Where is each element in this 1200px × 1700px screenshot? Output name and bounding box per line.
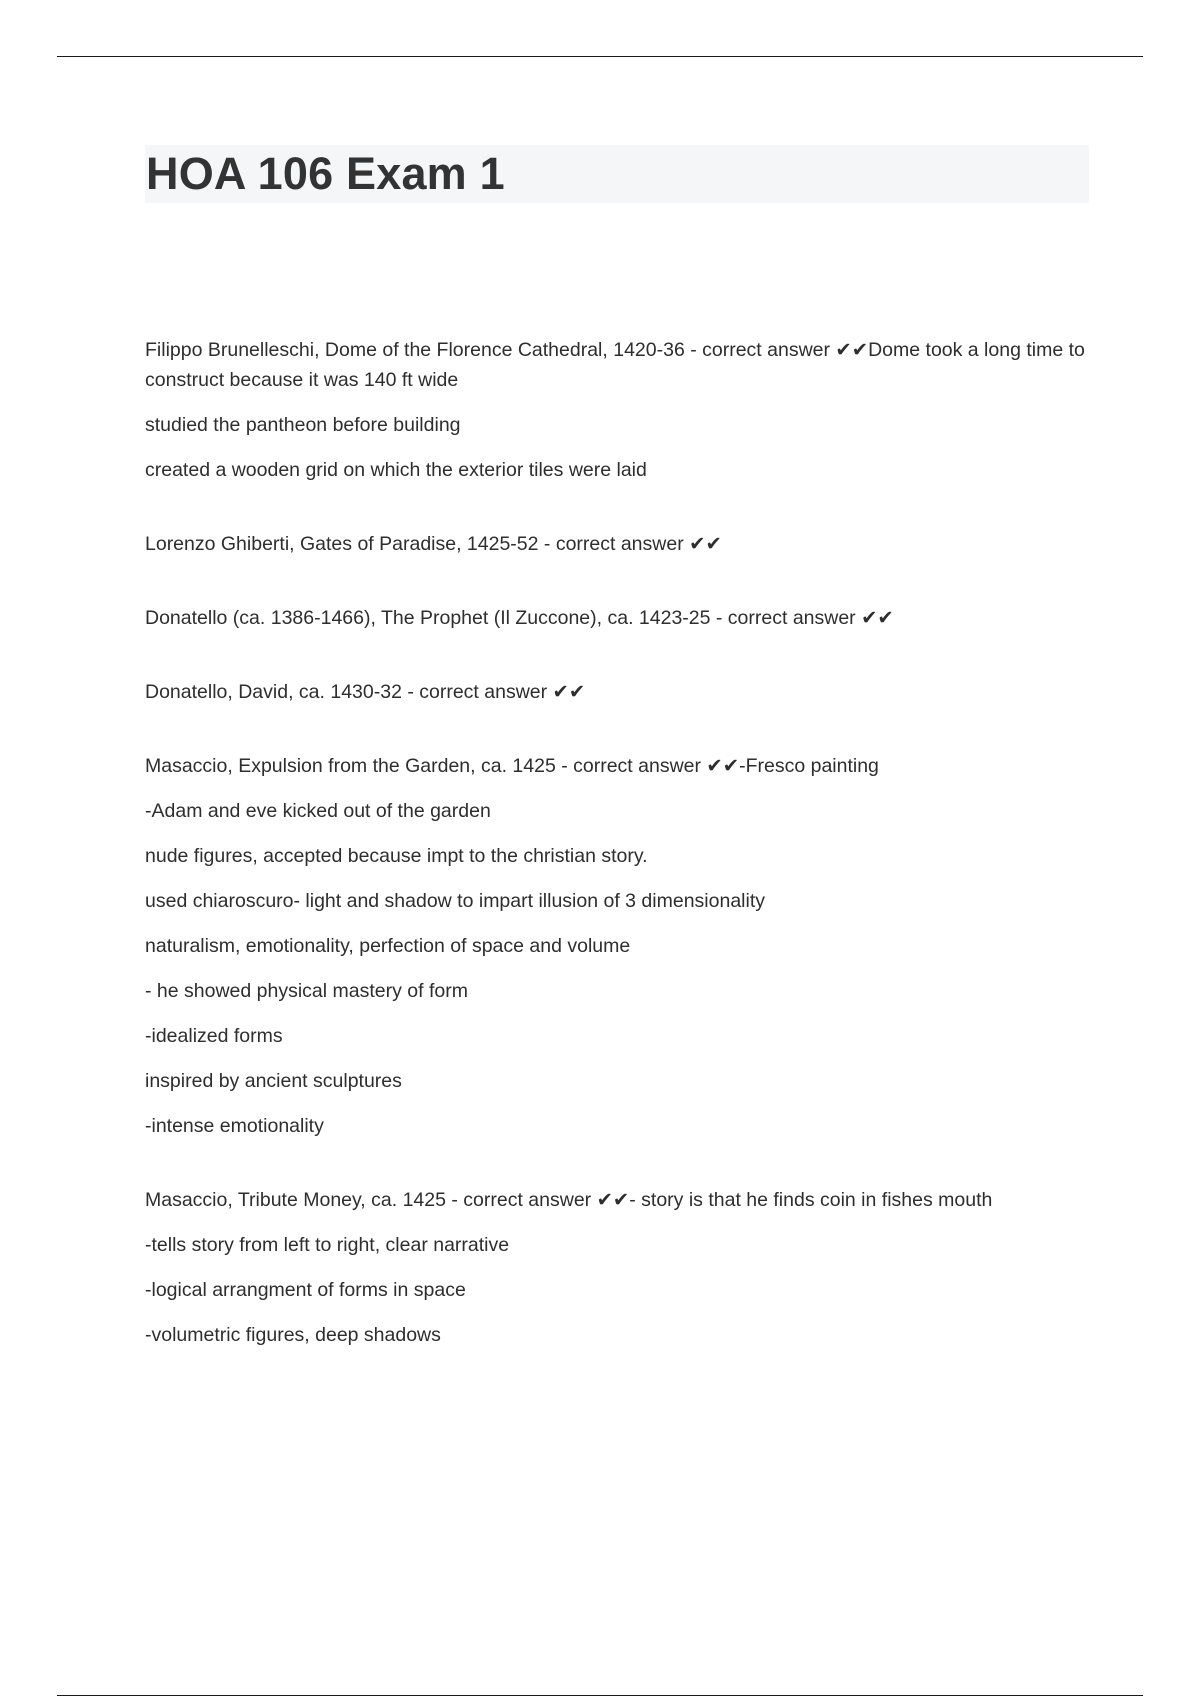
qa-question-line: Masaccio, Tribute Money, ca. 1425 - correct answer ✔✔- story is that he finds coin in fishes mouth — [145, 1189, 993, 1211]
qa-entry-expulsion — [145, 751, 1085, 1141]
answer-line: studied the pantheon before building — [145, 414, 461, 436]
qa-question-line: Donatello (ca. 1386-1466), The Prophet (Il Zuccone), ca. 1423-25 - correct answer ✔✔ — [145, 607, 894, 629]
answer-line: inspired by ancient sculptures — [145, 1070, 402, 1092]
answer-line: -volumetric figures, deep shadows — [145, 1324, 441, 1346]
qa-entry-david — [145, 677, 1085, 707]
answer-line: - he showed physical mastery of form — [145, 980, 468, 1002]
footer-rule — [57, 1695, 1143, 1696]
qa-entry-dome — [145, 335, 1085, 485]
header-rule — [57, 56, 1143, 57]
answer-line: -logical arrangment of forms in space — [145, 1279, 466, 1301]
document-title: HOA 106 Exam 1 — [146, 148, 505, 199]
answer-line: created a wooden grid on which the exterior tiles were laid — [145, 459, 647, 481]
document-body — [145, 335, 1085, 1350]
qa-question-line: Donatello, David, ca. 1430-32 - correct answer ✔✔ — [145, 681, 586, 703]
qa-question-line: Lorenzo Ghiberti, Gates of Paradise, 1425-52 - correct answer ✔✔ — [145, 533, 722, 555]
qa-question-line: Filippo Brunelleschi, Dome of the Florence Cathedral, 1420-36 - correct answer ✔✔Dome took a long time to construct because it was 140 ft wide — [145, 339, 1085, 391]
qa-entry-tribute-money — [145, 1185, 1085, 1350]
qa-entry-gates-of-paradise — [145, 529, 1085, 559]
answer-line: -tells story from left to right, clear narrative — [145, 1234, 510, 1256]
answer-line: -idealized forms — [145, 1025, 283, 1047]
answer-line: used chiaroscuro- light and shadow to impart illusion of 3 dimensionality — [145, 890, 765, 912]
answer-line: nude figures, accepted because impt to the christian story. — [145, 845, 648, 867]
answer-line: -intense emotionality — [145, 1115, 324, 1137]
answer-line: naturalism, emotionality, perfection of space and volume — [145, 935, 631, 957]
qa-question-line: Masaccio, Expulsion from the Garden, ca. 1425 - correct answer ✔✔-Fresco painting — [145, 755, 879, 777]
qa-entry-prophet — [145, 603, 1085, 633]
answer-line: -Adam and eve kicked out of the garden — [145, 800, 491, 822]
